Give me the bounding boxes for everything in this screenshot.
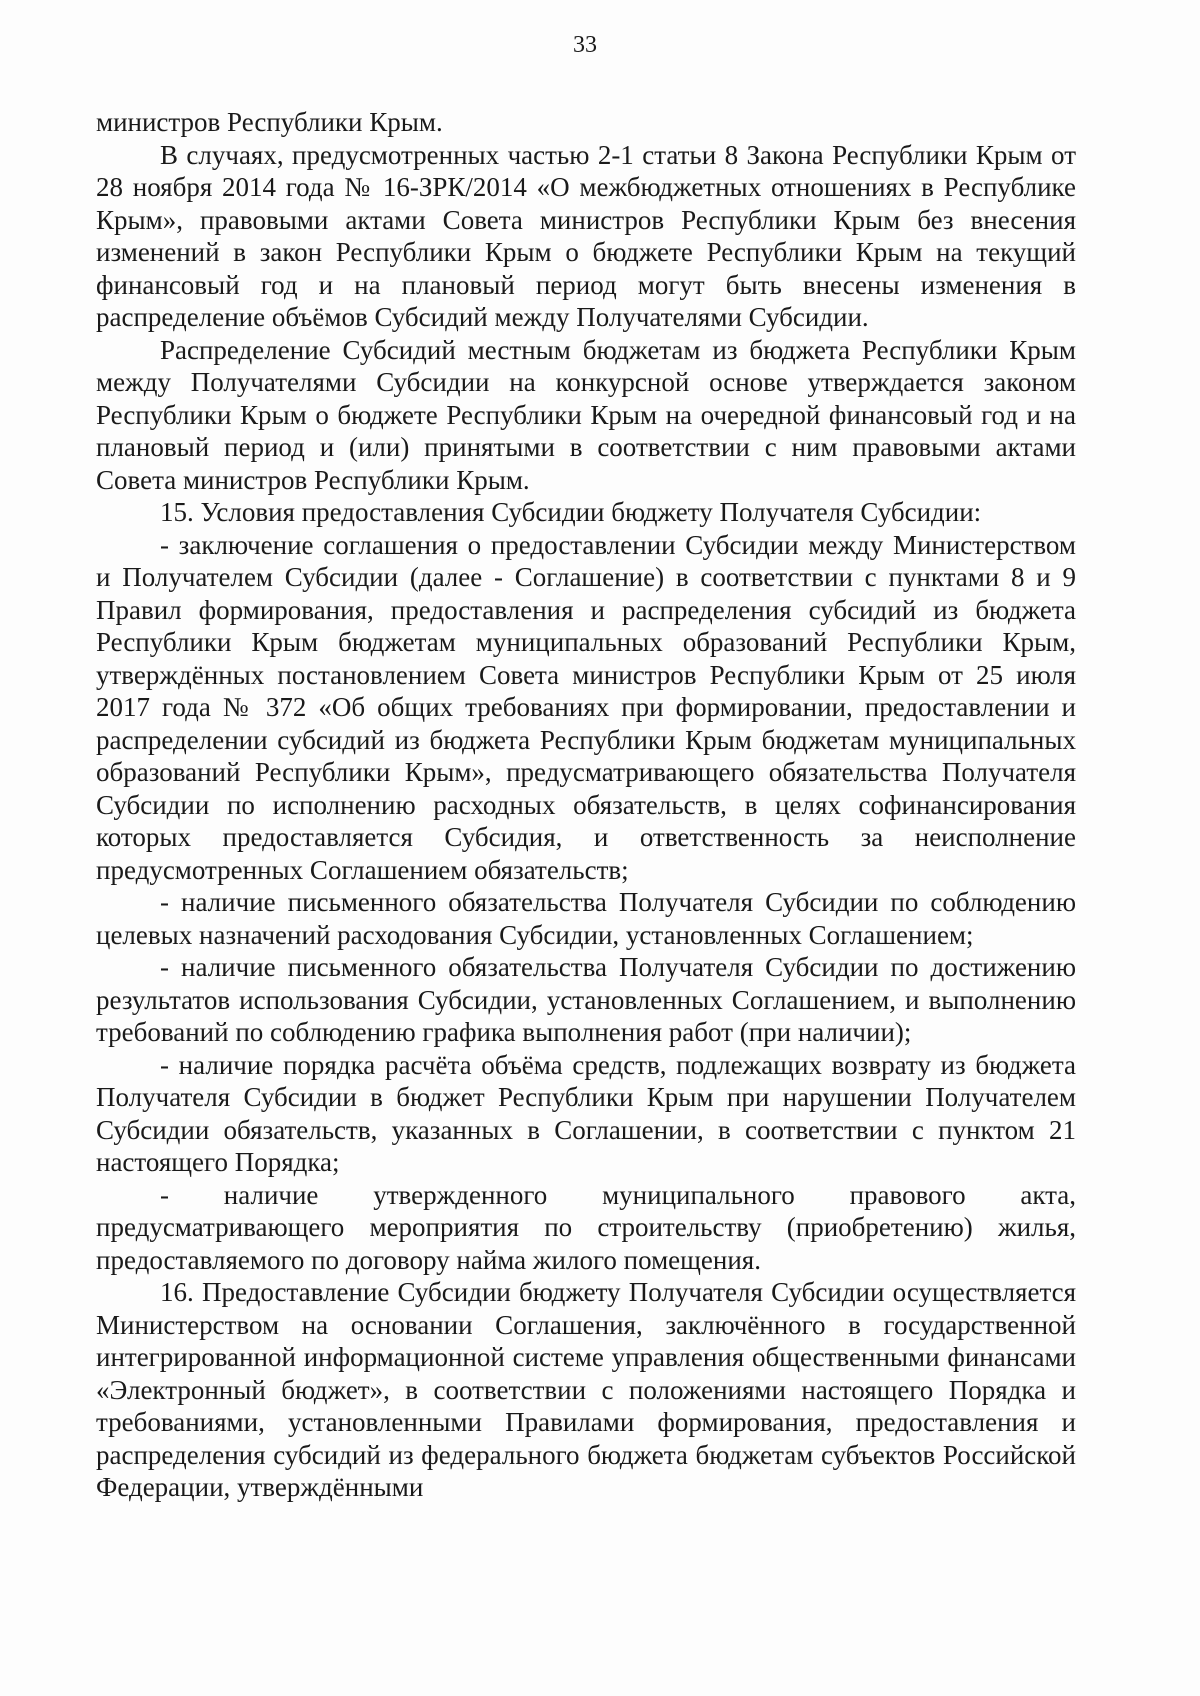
list-item: - наличие письменного обязательства Получателя Субсидии по соблюдению целевых назначений расходования Субсидии, установленных Соглашением; (96, 887, 1076, 950)
paragraph-16: 16. Предоставление Субсидии бюджету Получателя Субсидии осуществляется Министерством на основании Соглашения, заключённого в государственной интегрированной информационной системе управления общественными финансами «Электронный бюджет», в соответствии с положениями настоящего Порядка и требованиями, установленными Правилами формирования, предоставления и распределения субсидий из федерального бюджета бюджетам субъектов Российской Федерации, утверждёнными (96, 1277, 1076, 1502)
list-item: - наличие утвержденного муниципального правового акта, предусматривающего мероприятия по строительству (приобретению) жилья, предоставляемого по договору найма жилого помещения. (96, 1179, 1076, 1275)
list-item: - заключение соглашения о предоставлении Субсидии между Министерством и Получателем Субсидии (далее - Соглашение) в соответствии с пунктами 8 и 9 Правил формирования, предоставления и распределения субсидий из бюджета Республики Крым бюджетам муниципальных образований Республики Крым, утверждённых постановлением Совета министров Республики Крым от 25 июля 2017 года № 372 «Об общих требованиях при формировании, предоставлении и распределении субсидий из бюджета Республики Крым бюджетам муниципальных образований Республики Крым», предусматривающего обязательства Получателя Субсидии по исполнению расходных обязательств, в целях софинансирования которых предоставляется Субсидия, и ответственность за неисполнение предусмотренных Соглашением обязательств; (96, 529, 1076, 885)
section-heading-15: 15. Условия предоставления Субсидии бюджету Получателя Субсидии: (160, 497, 982, 527)
body-text (96, 106, 1076, 1504)
paragraph: В случаях, предусмотренных частью 2-1 статьи 8 Закона Республики Крым от 28 ноября 2014 года № 16-ЗРК/2014 «О межбюджетных отношениях в Республике Крым», правовыми актами Совета министров Республики Крым без внесения изменений в закон Республики Крым о бюджете Республики Крым на текущий финансовый год и на плановый период могут быть внесены изменения в распределение объёмов Субсидий между Получателями Субсидии. (96, 139, 1076, 332)
list-item: - наличие порядка расчёта объёма средств, подлежащих возврату из бюджета Получателя Субсидии в бюджет Республики Крым при нарушении Получателем Субсидии обязательств, указанных в Соглашении, в соответствии с пунктом 21 настоящего Порядка; (96, 1049, 1076, 1177)
page-number: 33 (573, 32, 597, 58)
paragraph: Распределение Субсидий местным бюджетам из бюджета Республики Крым между Получателями Субсидии на конкурсной основе утверждается законом Республики Крым о бюджете Республики Крым на очередной финансовый год и на плановый период и (или) принятыми в соответствии с ним правовыми актами Совета министров Республики Крым. (96, 334, 1076, 495)
paragraph: министров Республики Крым. (96, 107, 443, 137)
list-item: - наличие письменного обязательства Получателя Субсидии по достижению результатов использования Субсидии, установленных Соглашением, и выполнению требований по соблюдению графика выполнения работ (при наличии); (96, 952, 1076, 1047)
